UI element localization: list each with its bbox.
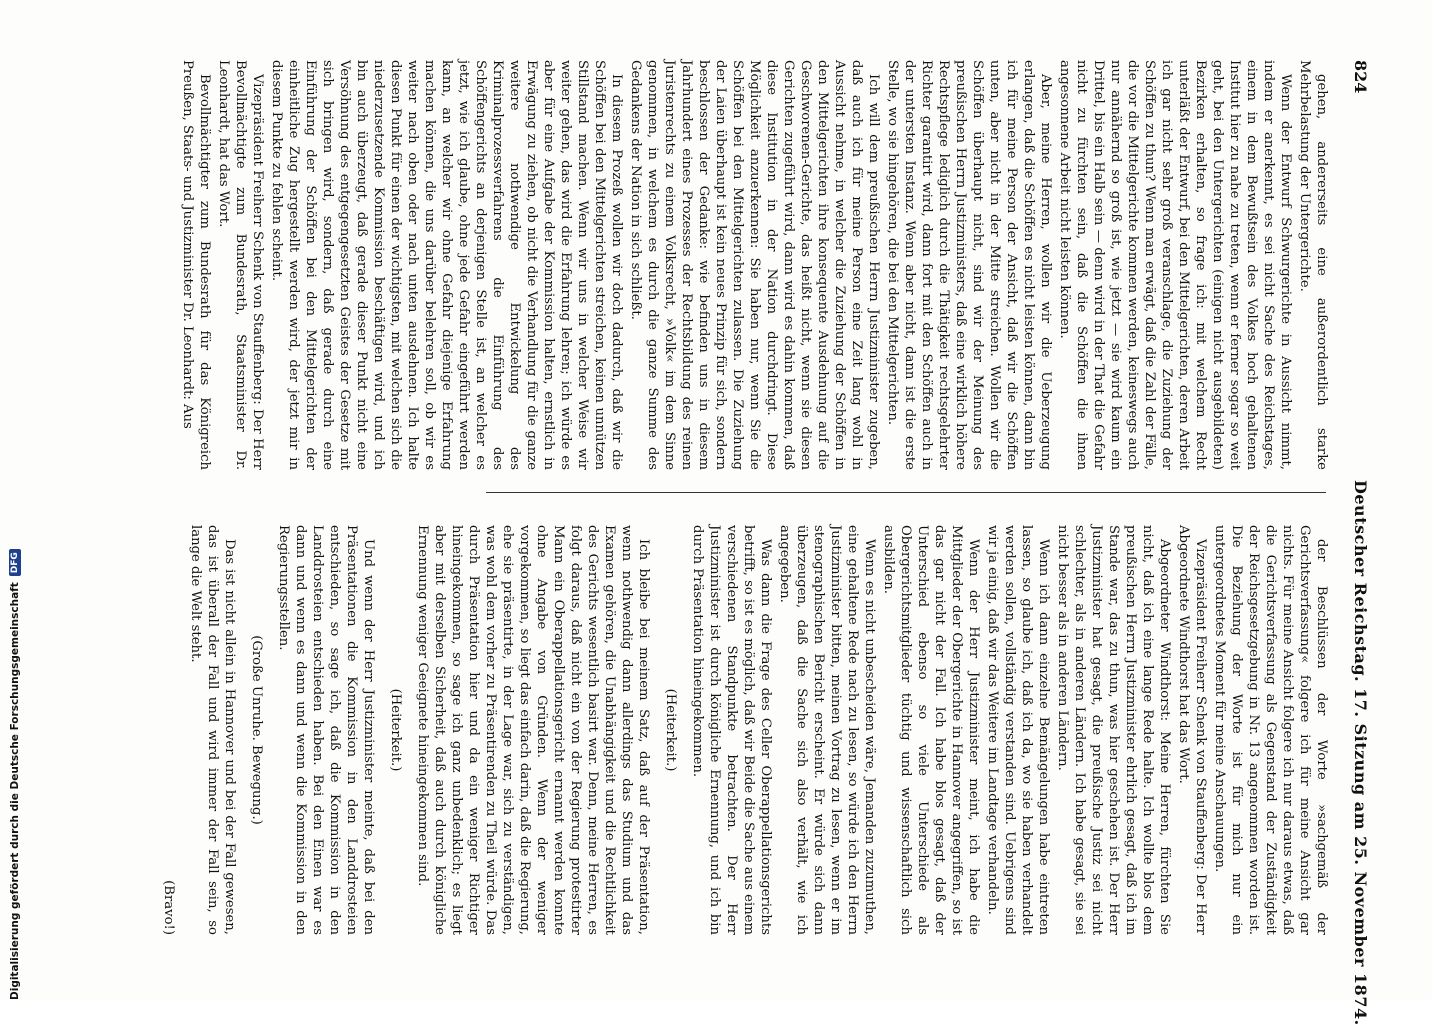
paragraph: der Beschlüssen der Worte »sachgemäß der Gerichtsverfassung« folgere ich für meine Ansicht gar nichts. Für meine Ansicht folgere ich nur daraus etwas, daß die Gerichtsverfassung als Gegenstand der Zuständigkeit der Reichsgesetzgebung in Nr. 13 angenommen worden ist. Die Beziehung der Worte ist für mich nur ein untergeordnetes Moment für meine Anschauungen. [1212,525,1329,935]
speaker-paragraph: Vizepräsident Freiherr Schenk von Stauffenberg: Der Herr Bevollmächtigte zum Bundesrath, Staatsminister Dr. Leonhardt, hat das Wort. [216,60,265,470]
page-number: 824 [1351,60,1370,94]
paragraph: Und wenn der Herr Justizminister meinte, daß bei den Präsentationen die Kommission in den Landdrosteien entschieden, so sage ich, daß die Kommission in den Landdrosteien entschieden haben. Bei den Einen war es dann und wenn es dann und wenn die Kommission in den Regierungsstellen. [276,525,376,935]
stage-direction: (Heiterkeit.) [388,688,403,772]
footer-text: Digitalisierung gefördert durch die Deutsche Forschungsgemeinschaft [9,582,21,1000]
paragraph: Wenn der Herr Justizminister meint, ich habe die Mittglieder der Obergerichte in Hannover angegriffen, so ist das gar nicht der Fall. Ich habe blos gesagt, daß der Unterschied ebenso so viele Unterschiede als Obergerichtsmitglieder tüchtig und wissenschaftlich sich ausbilden. [881,525,981,935]
dfg-logo-icon: DFG [9,549,21,576]
stage-direction: (Bravo!) [161,880,176,935]
paragraph: gehen, andererseits eine außerordentlich starke Mehrbelastung der Untergerichte. [1297,60,1329,470]
left-column [177,60,1330,470]
paragraph: Wenn es nicht unbescheiden wäre, Jemanden zuzumuthen, eine gehaltene Rede nach zu lesen, so würde ich den Herrn Justizminister bitten, meinen Vortrag zu lesen, wenn er im stenographischen Bericht erscheint. Er würde sich dann überzeugen, daß die Sache sich also verhält, wie ich angegeben. [777,525,877,935]
speaker-paragraph: Abgeordneter Windthorst: Meine Herren, fürchten Sie nicht, daß ich eine lange Rede halte. Ich wollte blos dem preußischen Herrn Justizminister ehrlich gesagt, daß ich im Stande war, das zu thun, was hier geschehen ist. Der Herr Justizminister hat gesagt, die preußische Justiz sei nicht schlechter, als in anderen Ländern. Ich habe gesagt, sie sei nicht besser als in anderen Ländern. [1055,525,1172,935]
paragraph: Ich bleibe bei meinem Satz, daß auf der Präsentation, wenn nothwendig dann allerdings das Studium und das Examen gehören, die Unabhängigkeit und die Rechtlichkeit des Gerichts wesentlich basirt war. Denn, meine Herren, es folgt daraus, daß nicht ein von der Regierung protestirter Mann ein Oberappellationsgericht ernannt werden konnte ohne Angabe von Gründen. Wenn der weniger vorgekommen, so liegt das einfach darin, daß die Regierung, ehe sie präsentirte, in der Lage war, sich zu verständigen, was wohl dem vorher zu Präsentirenden zu Theil würde. Das durch Präsentation hier und da ein weniger Richtiger hineingekommen, so sage ich ganz unbedenklich; es liegt aber mit derselben Sicherheit, daß auch durch königliche Ernennung weniger Geeignete hineingekommen sind. [415,525,651,935]
paragraph: Ich will dem preußischen Herrn Justizminister zugeben, daß auch ich für meine Person eine Zeit lang wohl in Aussicht nehme, in welcher die Zuziehung der Schöffen in den Mittelgerichten ihre konsequente Ausdehnung auf die Geschworenen-Gerichte, das heißt nicht, wenn sie diesen Gerichten zugeführt wird, dann wird es dahin kommen, daß diese Institution in der Nation durchdringt. Diese Möglichkeit anzuerkennen: Sie haben nur, wenn Sie die Schöffen bei den Mittelgerichten zulassen. Die Zuziehung der Laien überhaupt ist kein neues Prinzip für sich, sondern beschlossen der Gedanke: wie befinden uns in diesem Jahrhundert eines Prozesses der Rechtsbildung des reinen Juristenrechts zu einem Volksrecht, »Volk« im dem Sinne genommen, in welchem es durch die ganze Summe des Gedankens der Nation in sich schließt. [628,60,881,470]
right-column [150,525,1330,935]
column-divider [486,492,1326,493]
stage-direction: (Große Unruhe. Bewegung.) [249,635,264,825]
digitization-footer [4,0,26,1000]
paragraph: Aber, meine Herren, wollen wir die Ueberzeugung erlangen, daß die Schöffen es nicht leisten können, dann bin ich für meine Person der Ansicht, daß wir die Schöffen unten, aber nicht in der Mitte streichen. Wollen wir die Schöffen überhaupt nicht, sind wir der Meinung des preußischen Herrn Justizministers, daß eine wirklich höhere Rechtspflege lediglich durch die Thätigkeit rechtsgelehrter Richter garantirt wird, dann fort mit den Schöffen auch in der untersten Instanz. Wenn aber nicht, dann ist die erste Stelle, wo sie hingehören, die bei den Mittelgerichten. [885,60,1053,470]
paragraph: In diesem Prozeß wollen wir doch dadurch, daß wir die Schöffen bei den Mittelgerichten streichen, keinen unnützen Stillstand machen. Wenn wir uns in welcher Weise wir weiter gehen, das wird die Erfahrung lehren; ich würde es aber für eine Aufgabe der Kommission halten, ernstlich in Erwägung zu ziehen, ob nicht die Verhandlung für die ganze weitere nothwendige Entwickelung des Kriminalprozessverfahrens die Einführung des Schöffengerichts an derjenigen Stelle ist, an welcher es jetzt, wie ich glaube, ohne jede Gefahr eingeführt werden kann, an welcher wir ohne Gefahr diejenige Erfahrung machen können, die uns darüber belehren soll, ob wir es weiter nach oben oder nach unten ausdehnen. Ich halte diesen Punkt für einen der wichtigsten, mit welchen sich die niederzusetzende Kommission beschäftigen wird, und ich bin auch überzeugt, daß gerade dieser Punkt nicht eine Versöhnung des entgegengesetzten Geistes der Gesetze mit sich bringen wird, sondern, daß gerade durch eine Einführung der Schöffen bei den Mittelgerichten der einheitliche Zug hergestellt werden wird, der jetzt mir in diesem Punkte zu fehlen scheint. [269,60,624,470]
paragraph: Was dann die Frage des Celler Oberappellationsgerichts betrifft, so ist es möglich, daß wir Beide die Sache aus einem verschiedenen Standpunkte betrachten. Der Herr Justizminister ist durch königliche Ernennung, und ich bin durch Präsentation hineingekommen. [690,525,773,935]
paragraph: Das ist nicht allein in Hannover und bei der Fall gewesen, das ist überall der Fall und wird immer der Fall sein, so lange die Welt steht. [188,525,237,935]
page-title: Deutscher Reichstag. 17. Sitzung am 25. November 1874. [1351,480,1370,1026]
page-header [1330,60,1370,1026]
paragraph: Wenn ich dann einzelne Bemängelungen habe eintreten lassen, so glaube ich, daß ich da, wo sie haben verhandelt werden sollen, vollständig verstanden sind. Uebrigens sind wir ja einig, daß wir das Weitere im Landtage verhandeln. [985,525,1051,935]
speaker-paragraph: Vizepräsident Freiherr Schenk von Stauffenberg: Der Herr Abgeordnete Windthorst hat das Wort. [1176,525,1208,935]
stage-direction: (Heiterkeit.) [663,688,678,772]
paragraph: Wenn der Entwurf Schwurgerichte in Aussicht nimmt, indem er anerkennt, es sei nicht Sache des Reichstages, einem in dem Bewußtsein des Volkes hoch gehaltenen Institut hier zu nahe zu treten, wenn er ferner sogar so weit geht, bei den Untergerichten (einigen nicht ausgebildeten) Bezirken erhalten, so frage ich: mit welchem Recht unterläßt der Entwurf, bei den Mittelgerichten, deren Arbeit ich gar nicht sehr groß veranschlage, die Zuziehung der Schöffen zu thun? Wenn man erwägt, daß die Zahl der Fälle, die vor die Mittelgerichte kommen werden, keineswegs auch nur annähernd so groß ist, wie jetzt — sie wird kaum ein Drittel, bis ein Halb sein — denn wird in der That die Gefahr nicht zu fürchten sein, daß die Schöffen die ihnen angesonnene Arbeit nicht leisten können. [1057,60,1293,470]
speaker-paragraph: Bevollmächtigter zum Bundesrath für das Königreich Preußen, Staats- und Justizminister Dr. Leonhardt: Aus [180,60,212,470]
